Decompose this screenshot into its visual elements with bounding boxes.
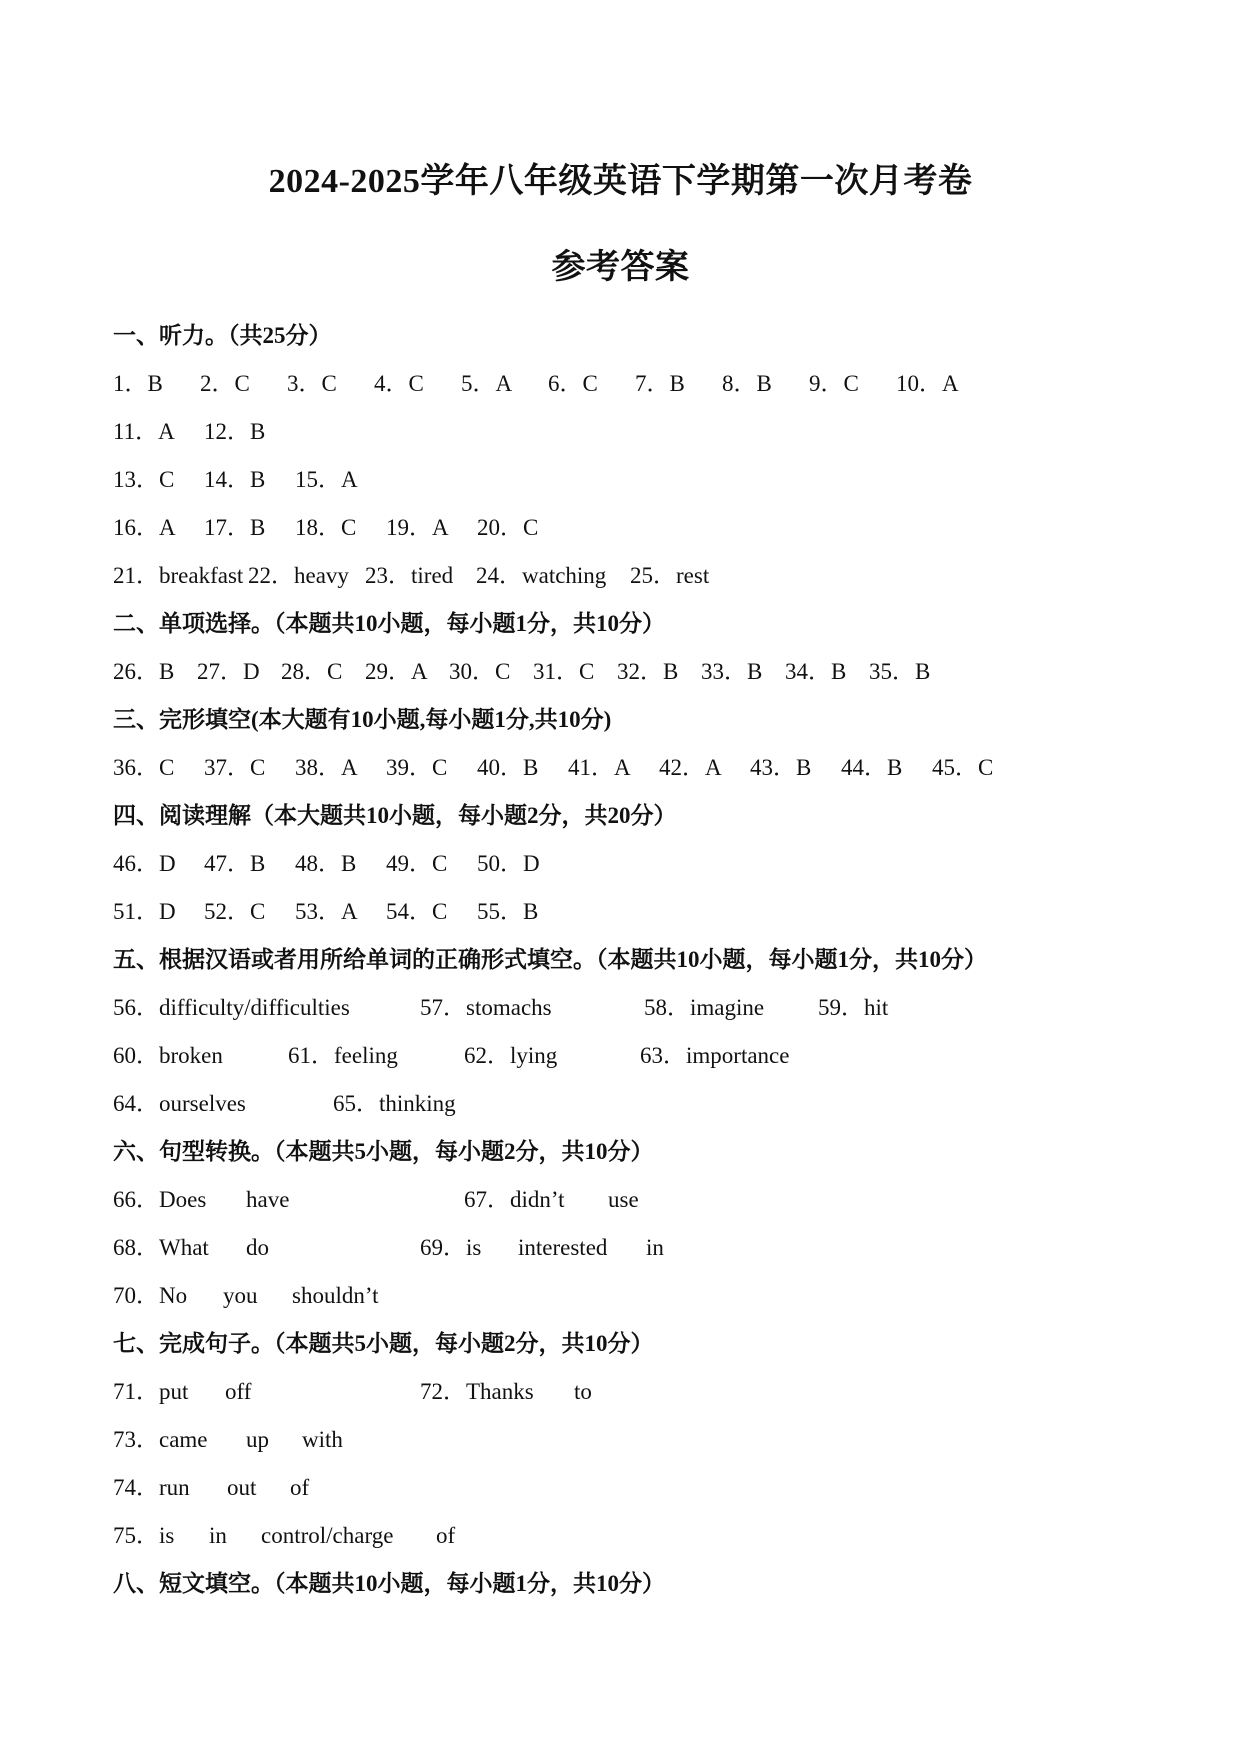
answer-item: 43．B	[750, 755, 812, 780]
answer-item: 69．is	[420, 1235, 482, 1260]
answer-item: you	[223, 1283, 258, 1308]
answer-item: shouldn’t	[292, 1283, 379, 1308]
answer-item: 40．B	[477, 755, 539, 780]
answer-item: 21．breakfast	[113, 563, 244, 588]
answer-item: 22．heavy	[248, 563, 349, 588]
answer-item: 5．A	[461, 371, 513, 396]
answer-item: up	[246, 1427, 269, 1452]
document-title: 2024-2025学年八年级英语下学期第一次月考卷	[268, 163, 973, 200]
answer-item: 45．C	[932, 755, 994, 780]
answer-item: 68．What	[113, 1235, 209, 1260]
answer-item: 10．A	[896, 371, 959, 396]
answer-item: 53．A	[295, 899, 358, 924]
answer-item: 61．feeling	[288, 1043, 398, 1068]
answer-item: 12．B	[204, 419, 266, 444]
answer-item: 36．C	[113, 755, 175, 780]
answer-item: control/charge	[261, 1523, 394, 1548]
answer-item: 67．didn’t	[464, 1187, 565, 1212]
answer-item: 72．Thanks	[420, 1379, 534, 1404]
answer-item: 32．B	[617, 659, 679, 684]
answer-item: 13．C	[113, 467, 175, 492]
answer-item: 7．B	[635, 371, 685, 396]
answer-item: 71．put	[113, 1379, 189, 1404]
answer-item: 8．B	[722, 371, 772, 396]
answer-item: 58．imagine	[644, 995, 765, 1020]
answer-item: 60．broken	[113, 1043, 223, 1068]
section-heading-cloze: 三、完形填空(本大题有10小题,每小题1分,共10分)	[113, 707, 612, 732]
answer-item: in	[646, 1235, 664, 1260]
answer-item: 70．No	[113, 1283, 188, 1308]
section-heading-sentence-transform: 六、句型转换。（本题共5小题，每小题2分，共10分）	[113, 1139, 654, 1164]
answer-item: 59．hit	[818, 995, 889, 1020]
answer-item: 1．B	[113, 371, 163, 396]
answer-item: 20．C	[477, 515, 539, 540]
document-subtitle: 参考答案	[551, 249, 690, 286]
answer-item: 23．tired	[365, 563, 454, 588]
answer-item: 42．A	[659, 755, 722, 780]
answer-item: 3．C	[287, 371, 337, 396]
answer-item: with	[302, 1427, 343, 1452]
answer-item: 9．C	[809, 371, 859, 396]
answer-item: 57．stomachs	[420, 995, 552, 1020]
answer-item: 11．A	[113, 419, 175, 444]
answer-item: 44．B	[841, 755, 903, 780]
answer-item: 30．C	[449, 659, 511, 684]
answer-item: 56．difficulty/difficulties	[113, 995, 350, 1020]
answer-item: 15．A	[295, 467, 358, 492]
answer-item: 41．A	[568, 755, 631, 780]
section-heading-single-choice: 二、单项选择。（本题共10小题，每小题1分，共10分）	[113, 611, 665, 636]
answer-item: 54．C	[386, 899, 448, 924]
answer-item: 6．C	[548, 371, 598, 396]
answer-item: 65．thinking	[333, 1091, 456, 1116]
answer-item: 73．came	[113, 1427, 208, 1452]
answer-item: 49．C	[386, 851, 448, 876]
answer-item: interested	[518, 1235, 608, 1260]
answer-item: 55．B	[477, 899, 539, 924]
answer-item: 2．C	[200, 371, 250, 396]
answer-item: 31．C	[533, 659, 595, 684]
answer-item: 14．B	[204, 467, 266, 492]
section-heading-listening: 一、听力。（共25分）	[113, 323, 332, 348]
answer-item: 37．C	[204, 755, 266, 780]
answer-item: 38．A	[295, 755, 358, 780]
answer-item: 63．importance	[640, 1043, 790, 1068]
answer-item: 28．C	[281, 659, 343, 684]
answer-item: off	[225, 1379, 252, 1404]
answer-item: 17．B	[204, 515, 266, 540]
answer-item: 27．D	[197, 659, 260, 684]
answer-item: have	[246, 1187, 290, 1212]
answer-item: of	[290, 1475, 310, 1500]
answer-item: 24．watching	[476, 563, 607, 588]
section-heading-passage-fill: 八、短文填空。（本题共10小题，每小题1分，共10分）	[113, 1571, 665, 1596]
answer-item: 50．D	[477, 851, 540, 876]
answer-item: 4．C	[374, 371, 424, 396]
section-heading-reading: 四、阅读理解（本大题共10小题，每小题2分，共20分）	[113, 803, 677, 828]
answer-item: do	[246, 1235, 269, 1260]
answer-item: 33．B	[701, 659, 763, 684]
answer-item: 74．run	[113, 1475, 190, 1500]
answer-item: 46．D	[113, 851, 176, 876]
answer-item: 35．B	[869, 659, 931, 684]
answer-item: in	[209, 1523, 227, 1548]
answer-item: out	[227, 1475, 257, 1500]
answer-item: 18．C	[295, 515, 357, 540]
answer-item: 75．is	[113, 1523, 175, 1548]
answer-item: 25．rest	[630, 563, 710, 588]
section-heading-word-forms: 五、根据汉语或者用所给单词的正确形式填空。（本题共10小题，每小题1分，共10分）	[113, 947, 987, 972]
answer-item: 47．B	[204, 851, 266, 876]
answer-item: use	[608, 1187, 639, 1212]
answer-item: 64．ourselves	[113, 1091, 246, 1116]
answer-item: 66．Does	[113, 1187, 207, 1212]
answer-item: 48．B	[295, 851, 357, 876]
answer-item: 39．C	[386, 755, 448, 780]
answer-item: 29．A	[365, 659, 428, 684]
answer-item: of	[436, 1523, 456, 1548]
answer-item: 62．lying	[464, 1043, 558, 1068]
section-heading-complete-sentences: 七、完成句子。（本题共5小题，每小题2分，共10分）	[113, 1331, 654, 1356]
answer-item: 52．C	[204, 899, 266, 924]
answer-item: to	[574, 1379, 592, 1404]
answer-item: 51．D	[113, 899, 176, 924]
answer-item: 34．B	[785, 659, 847, 684]
answer-item: 26．B	[113, 659, 175, 684]
answer-item: 16．A	[113, 515, 176, 540]
answer-item: 19．A	[386, 515, 449, 540]
